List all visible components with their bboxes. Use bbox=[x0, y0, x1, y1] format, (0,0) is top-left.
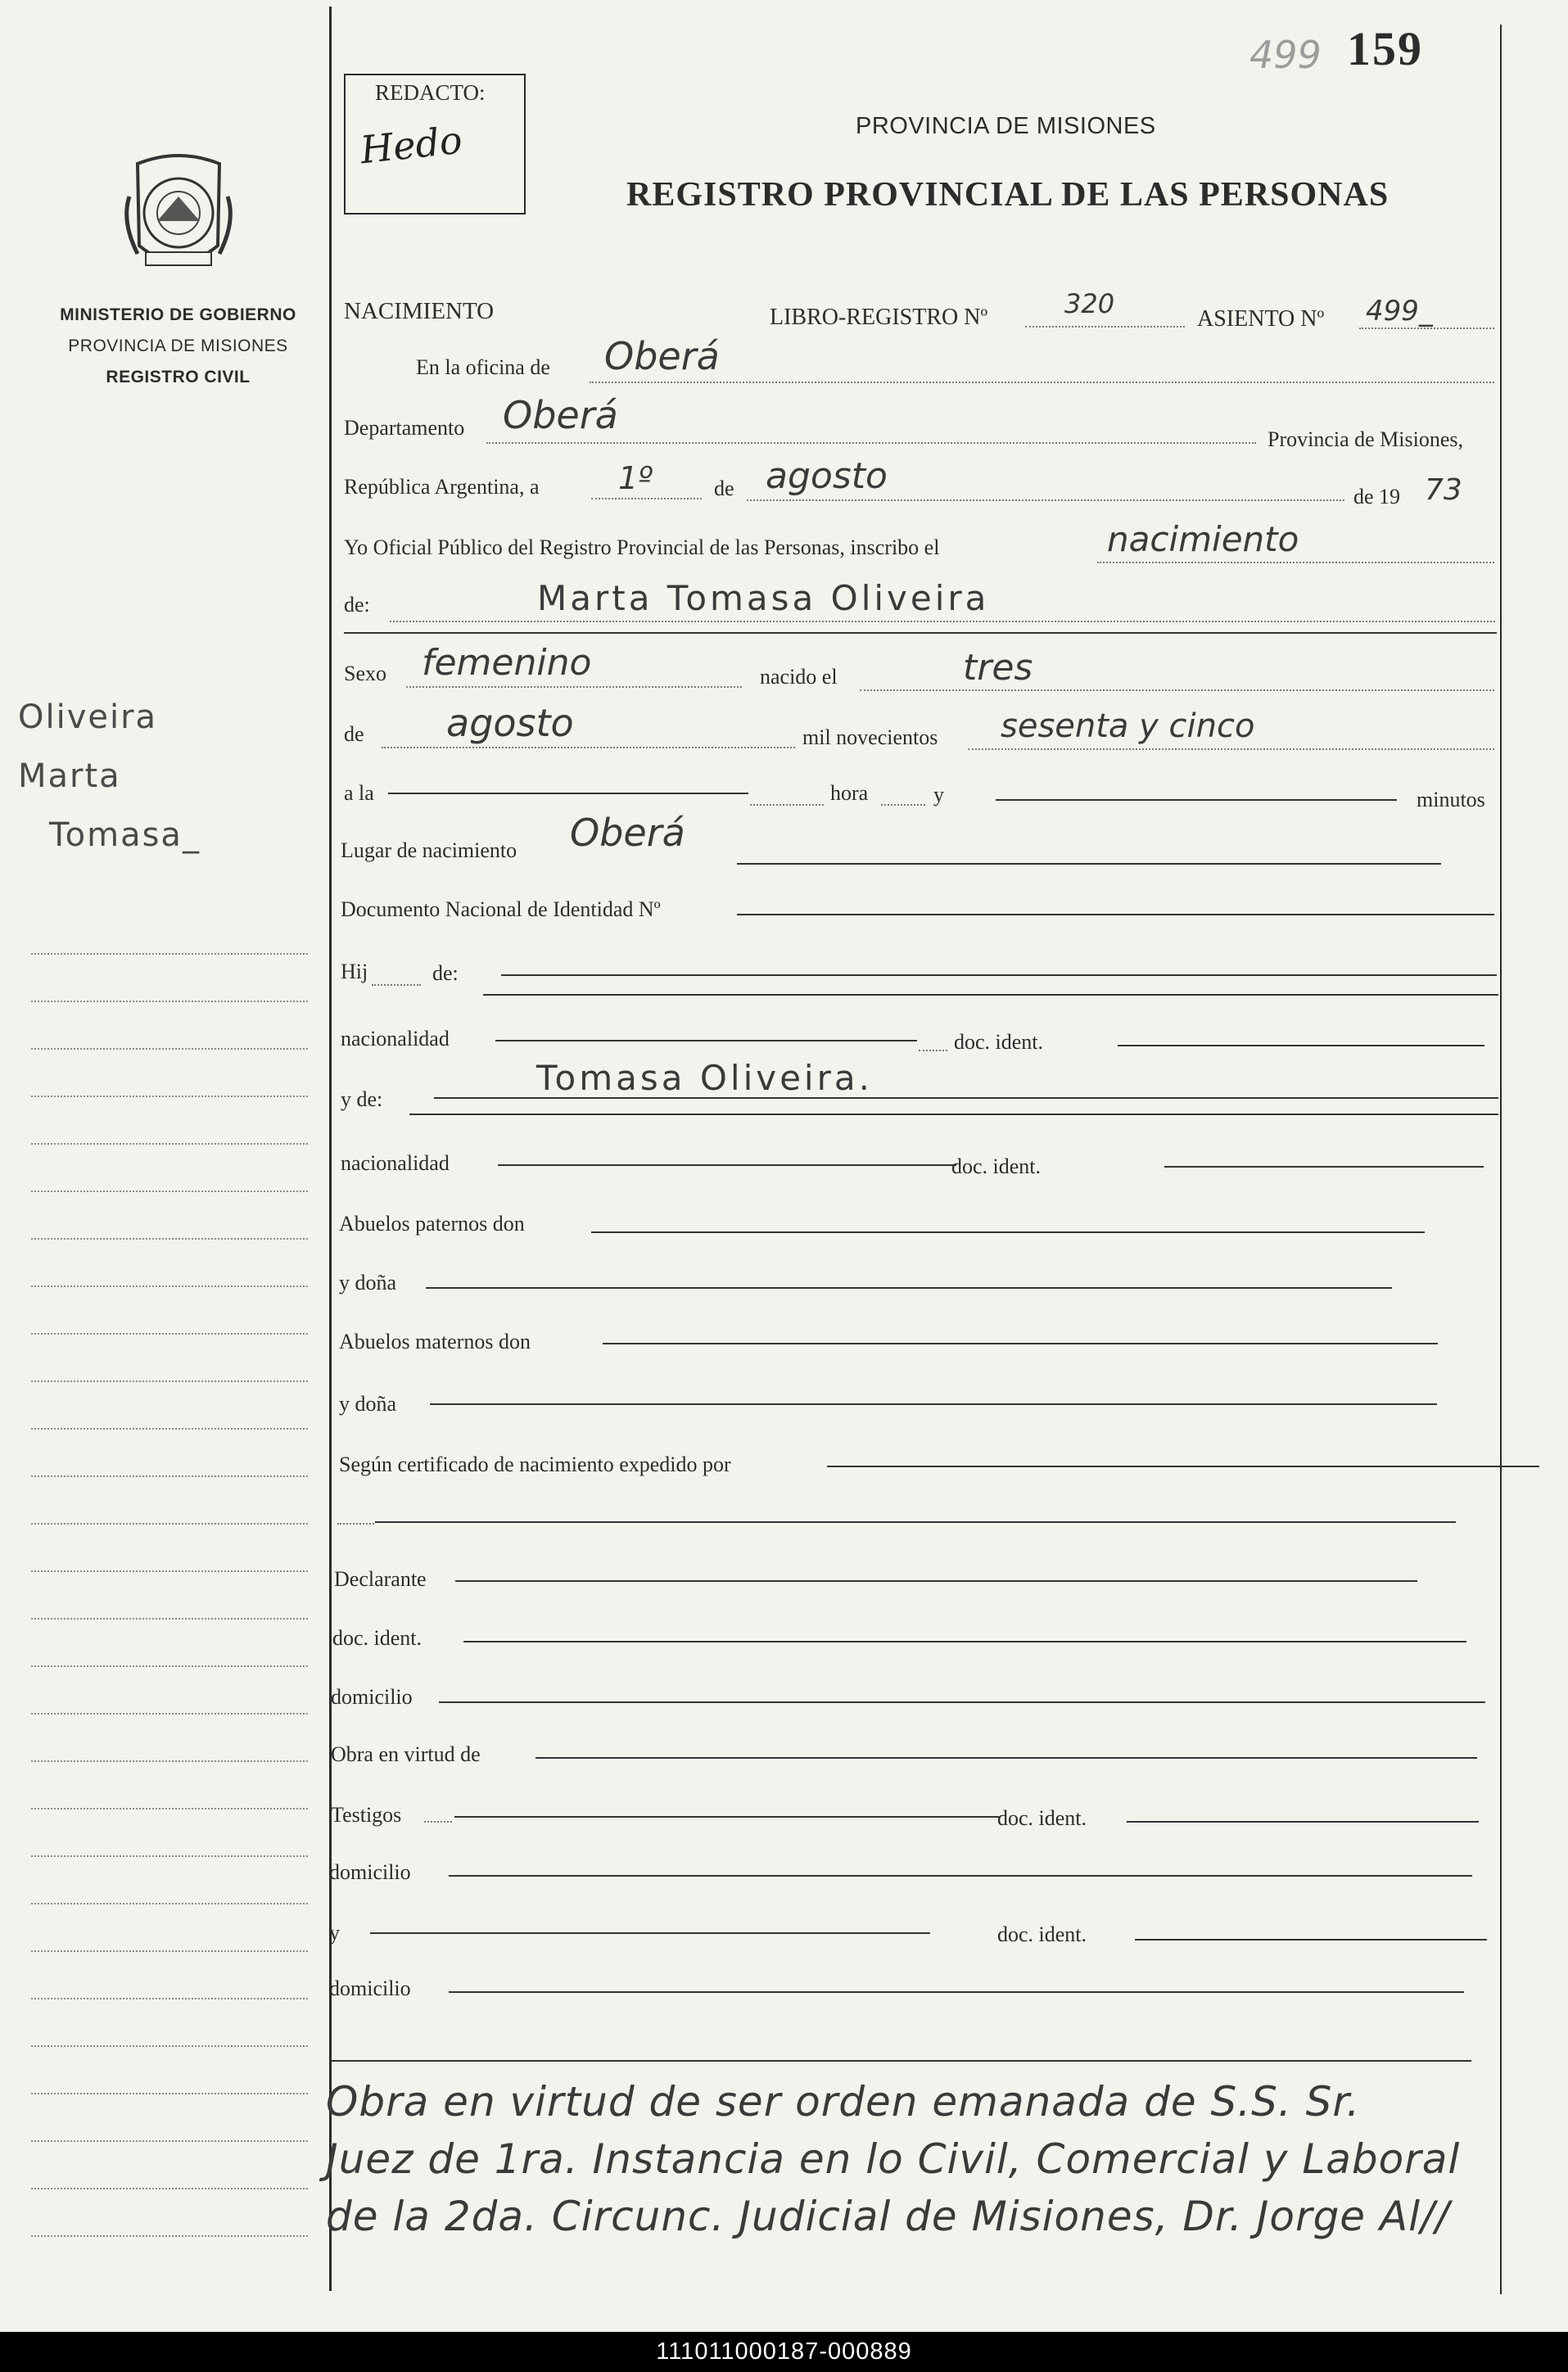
oficina-label: En la oficina de bbox=[416, 355, 550, 379]
dia-value: 1º bbox=[618, 460, 653, 496]
pencil-page-number: 499 bbox=[1249, 33, 1322, 77]
redacto-label: REDACTO: bbox=[375, 80, 486, 105]
ministry-block bbox=[33, 300, 323, 393]
anio-nacimiento-value: sesenta y cinco bbox=[1001, 707, 1255, 745]
province-heading: PROVINCIA DE MISIONES bbox=[856, 113, 1156, 139]
inscribo-value: nacimiento bbox=[1107, 519, 1299, 559]
left-column-divider bbox=[329, 7, 332, 2291]
lugar-value: Oberá bbox=[570, 811, 685, 855]
declarante-label: Declarante bbox=[334, 1567, 427, 1591]
madre-value: Tomasa Oliveira. bbox=[536, 1058, 873, 1098]
libro-label: LIBRO-REGISTRO Nº bbox=[770, 305, 988, 330]
document-code-footer: 111011000187-000889 bbox=[0, 2332, 1568, 2372]
dni-label: Documento Nacional de Identidad Nº bbox=[341, 897, 661, 921]
lugar-label: Lugar de nacimiento bbox=[341, 838, 517, 862]
sexo-value: femenino bbox=[422, 642, 592, 684]
nacionalidad-label-1: nacionalidad bbox=[341, 1027, 450, 1050]
nacionalidad-label-2: nacionalidad bbox=[341, 1151, 450, 1175]
hij-de-label: de: bbox=[432, 961, 459, 985]
page-number: 159 bbox=[1347, 22, 1423, 75]
nombre-value: Marta Tomasa Oliveira bbox=[537, 578, 990, 618]
doc-ident-label-4: doc. ident. bbox=[997, 1806, 1087, 1830]
mes-nacimiento-value: agosto bbox=[446, 701, 574, 745]
de-label-2: de bbox=[344, 722, 364, 746]
provincia-misiones: Provincia de Misiones, bbox=[1268, 427, 1464, 451]
abuelos-maternos-label: Abuelos maternos don bbox=[339, 1330, 531, 1353]
note-line-3: de la 2da. Circunc. Judicial de Misiones, Dr. Jorge Al// bbox=[326, 2193, 1450, 2240]
doc-ident-label-1: doc. ident. bbox=[954, 1030, 1044, 1054]
testigos-label: Testigos bbox=[331, 1803, 402, 1827]
asiento-value: 499_ bbox=[1366, 295, 1433, 328]
province-seal-icon bbox=[121, 147, 236, 278]
ministry-province: PROVINCIA DE MISIONES bbox=[68, 337, 288, 355]
margin-note-line1: Oliveira bbox=[18, 698, 158, 736]
sexo-label: Sexo bbox=[344, 662, 386, 685]
oficina-value: Oberá bbox=[604, 334, 720, 378]
record-type: NACIMIENTO bbox=[344, 298, 495, 324]
asiento-label: ASIENTO Nº bbox=[1197, 306, 1325, 332]
y-de-label: y de: bbox=[341, 1087, 383, 1111]
mil-novecientos-label: mil novecientos bbox=[802, 725, 938, 749]
dia-nacimiento-value: tres bbox=[963, 647, 1033, 689]
de-19-label: de 19 bbox=[1353, 485, 1401, 508]
margin-note-line2: Marta bbox=[18, 757, 121, 795]
y-label: y bbox=[933, 783, 944, 806]
margin-note-line3: Tomasa_ bbox=[49, 816, 201, 854]
doc-ident-label-5: doc. ident. bbox=[997, 1922, 1087, 1946]
nacido-label: nacido el bbox=[760, 665, 838, 689]
obra-label: Obra en virtud de bbox=[331, 1742, 481, 1766]
departamento-value: Oberá bbox=[503, 393, 618, 437]
registry-heading: REGISTRO PROVINCIAL DE LAS PERSONAS bbox=[626, 176, 1390, 214]
hora-label: hora bbox=[830, 781, 869, 805]
minutos-label: minutos bbox=[1417, 788, 1485, 811]
segun-label: Según certificado de nacimiento expedido por bbox=[339, 1453, 731, 1476]
margin-note bbox=[18, 688, 201, 865]
note-line-1: Obra en virtud de ser orden emanada de S.S. Sr. bbox=[326, 2078, 1361, 2126]
libro-value: 320 bbox=[1064, 288, 1115, 319]
a-la-label: a la bbox=[344, 781, 374, 805]
de-name-label: de: bbox=[344, 593, 370, 617]
ministry-name: MINISTERIO DE GOBIERNO bbox=[60, 305, 296, 324]
redacto-signature: Hedo bbox=[358, 117, 464, 173]
right-border bbox=[1500, 25, 1502, 2294]
abuelos-paternos-label: Abuelos paternos don bbox=[339, 1212, 525, 1236]
note-line-2: Juez de 1ra. Instancia en lo Civil, Comercial y Laboral bbox=[326, 2135, 1461, 2183]
y-dona-label-2: y doña bbox=[339, 1392, 397, 1416]
mes-value: agosto bbox=[766, 455, 888, 497]
anio-value: 73 bbox=[1425, 473, 1462, 507]
republica-label: República Argentina, a bbox=[344, 475, 540, 499]
ministry-civil-registry: REGISTRO CIVIL bbox=[106, 368, 251, 386]
doc-ident-label-2: doc. ident. bbox=[951, 1154, 1042, 1178]
departamento-label: Departamento bbox=[344, 416, 465, 440]
y-label-2: y bbox=[329, 1921, 340, 1945]
hij-label: Hij bbox=[341, 960, 368, 983]
redacto-box bbox=[344, 74, 526, 215]
de-label-1: de bbox=[714, 477, 734, 500]
domicilio-label-3: domicilio bbox=[329, 1977, 411, 2000]
domicilio-label-1: domicilio bbox=[331, 1685, 413, 1709]
y-dona-label-1: y doña bbox=[339, 1271, 397, 1294]
domicilio-label-2: domicilio bbox=[329, 1860, 411, 1884]
oficial-text: Yo Oficial Público del Registro Provincial de las Personas, inscribo el bbox=[344, 535, 940, 559]
doc-ident-label-3: doc. ident. bbox=[332, 1626, 423, 1650]
